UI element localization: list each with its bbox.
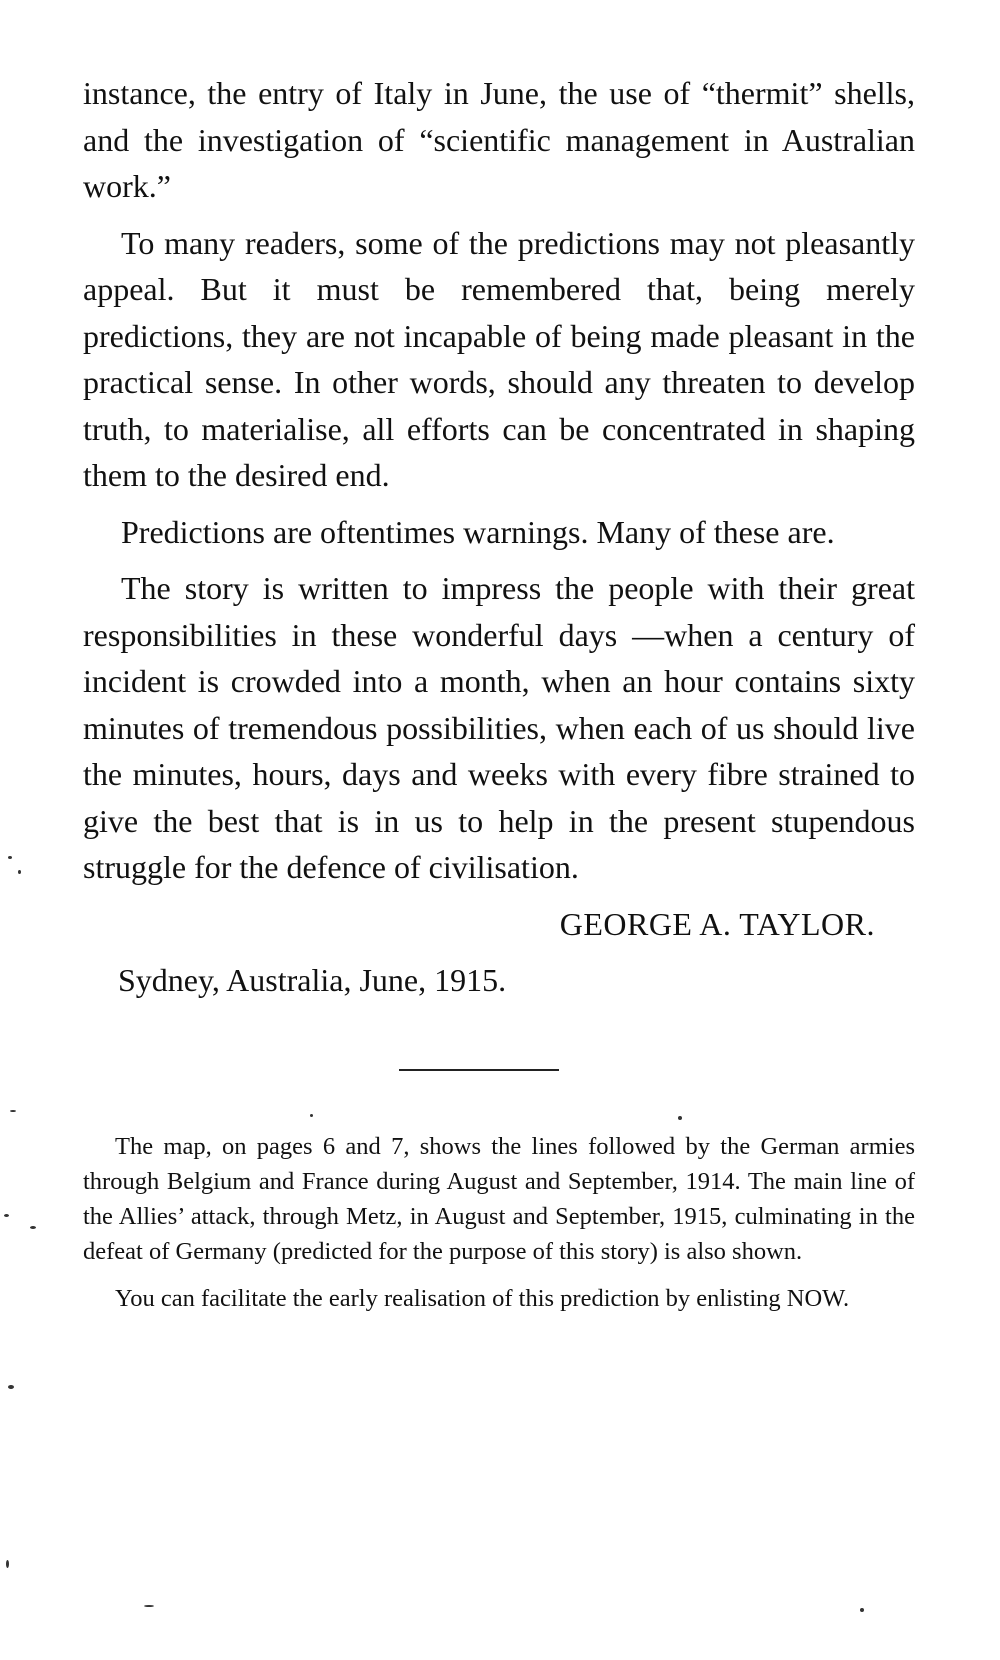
map-note: The map, on pages 6 and 7, shows the lines followed by the German armies through Belgium and France during August and September, 1914. The main line of the Allies’ attack, through Metz, in August and September, 1915, culminating in the defeat of Germany (predicted for the purpose of this story) is also shown.	[83, 1132, 915, 1265]
body-paragraph-1: instance, the entry of Italy in June, the use of “thermit” shells, and the investigation of “scientific management in Australian work.”	[83, 75, 915, 204]
scan-speck	[10, 1110, 16, 1112]
scan-speck	[30, 1226, 36, 1229]
enlist-note: You can facilitate the early realisation of this prediction by enlisting NOW.	[115, 1284, 850, 1312]
scan-speck	[144, 1605, 154, 1607]
scan-speck	[4, 1214, 9, 1217]
body-paragraph-2: To many readers, some of the predictions may not pleasantly appeal. But it must be remembered that, being merely predictions, they are not incapable of being made pleasant in the practical sense. In other words, should any threaten to develop truth, to materialise, all efforts can be concentrated in shaping them to the desired end.	[83, 224, 915, 493]
scan-speck	[8, 1385, 14, 1389]
scan-speck	[8, 856, 12, 859]
document-page	[83, 70, 915, 1316]
place-date-line: Sydney, Australia, June, 1915.	[118, 961, 507, 998]
scan-speck	[860, 1608, 864, 1612]
scan-speck	[310, 1114, 313, 1117]
scan-speck	[678, 1116, 682, 1120]
scan-speck	[18, 870, 21, 874]
scan-speck	[6, 1560, 9, 1568]
section-divider	[399, 1069, 559, 1071]
author-signature: GEORGE A. TAYLOR.	[559, 905, 875, 942]
body-paragraph-4: The story is written to impress the people with their great responsibilities in these wonderful days —when a century of incident is crowded into a month, when an hour contains sixty minutes of tremendous possibilities, when each of us should live the minutes, hours, days and weeks with every fibre strained to give the best that is in us to help in the present stupendous struggle for the defence of civilisation.	[83, 570, 915, 885]
body-paragraph-3: Predictions are oftentimes warnings. Many of these are.	[121, 513, 835, 550]
